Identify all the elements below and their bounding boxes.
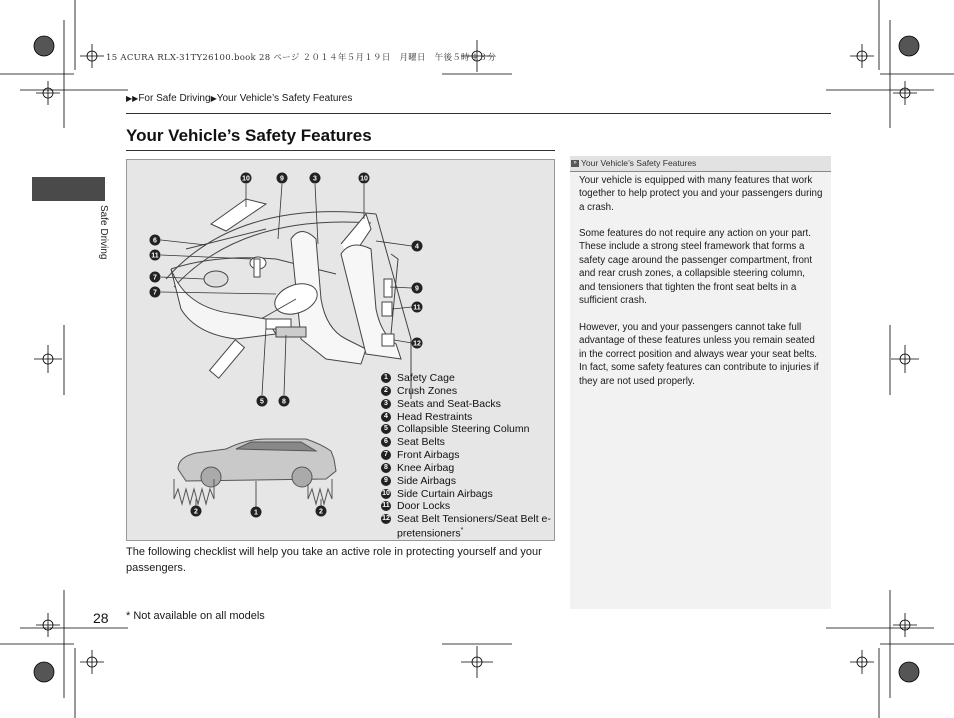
legend-label: Side Airbags — [397, 474, 456, 487]
side-note-heading-text: Your Vehicle’s Safety Features — [581, 158, 697, 168]
callout-label: 3 — [313, 175, 317, 183]
legend-number-icon: 8 — [381, 463, 391, 473]
side-note-paragraph: However, you and your passengers cannot take full advantage of these features unless you remain seated in the correct position and always wear your seat belts. In fact, some safety features can contribute to injuries if they are not used properly. — [579, 322, 819, 387]
legend-label: Knee Airbag — [397, 461, 455, 474]
callout-label: 4 — [415, 243, 419, 251]
legend-number-icon: 11 — [382, 502, 390, 510]
callout-label: 5 — [260, 398, 264, 406]
breadcrumb — [126, 93, 352, 104]
callout-label: 6 — [153, 237, 157, 245]
side-note-paragraph: Your vehicle is equipped with many features that work together to help protect you and your passengers during a crash. — [579, 175, 823, 213]
legend-number-icon: 2 — [381, 386, 391, 396]
legend-label: Seats and Seat-Backs — [397, 397, 501, 410]
legend-item — [381, 462, 551, 475]
callout-label: 2 — [319, 508, 323, 516]
legend-label: Door Locks — [397, 500, 451, 513]
legend-item — [381, 423, 551, 436]
legend-item — [381, 500, 551, 513]
legend-number-icon: 10 — [382, 489, 390, 497]
legend-number-icon: 1 — [381, 373, 391, 383]
legend-number-icon: 3 — [381, 399, 391, 409]
legend-number-icon: 4 — [381, 412, 391, 422]
breadcrumb-item-safe-driving[interactable]: For Safe Driving — [138, 93, 211, 104]
callout-label: 10 — [242, 175, 250, 183]
legend-item — [381, 513, 551, 539]
legend-item — [381, 436, 551, 449]
side-note-paragraph: Some features do not require any action on your part. These include a strong steel framework that forms a safety cage around the passenger compartment, front and rear crush zones, a collapsible steering column, and tensioners that tighten the front seat belts in a sufficient crash. — [579, 228, 813, 307]
callout-label: 2 — [194, 508, 198, 516]
legend-item — [381, 475, 551, 488]
title-rule — [126, 150, 555, 151]
legend-label: Head Restraints — [397, 410, 473, 423]
callout-label: 1 — [254, 509, 258, 517]
legend-label: Safety Cage — [397, 372, 455, 384]
legend-number-icon: 5 — [381, 424, 391, 434]
callout-label: 7 — [153, 274, 157, 282]
footnote: * Not available on all models — [126, 610, 265, 622]
side-note-heading — [570, 156, 831, 172]
legend-label: Seat Belt Tensioners/Seat Belt e-pretensioners — [397, 513, 551, 540]
legend-label: Side Curtain Airbags — [397, 487, 493, 500]
callout-label: 11 — [151, 252, 159, 260]
legend-number-icon: 6 — [381, 437, 391, 447]
legend-label: Seat Belts — [397, 436, 445, 449]
legend-label: Crush Zones — [397, 384, 458, 397]
legend-item — [381, 411, 551, 424]
double-chevron-icon: » — [571, 160, 579, 167]
callout-label: 10 — [360, 175, 368, 183]
legend-number-icon: 9 — [381, 476, 391, 486]
legend-label: Front Airbags — [397, 449, 460, 462]
legend-item — [381, 449, 551, 462]
legend-item — [381, 488, 551, 501]
breadcrumb-separator: ▶ — [210, 94, 217, 103]
callout-label: 8 — [282, 398, 286, 406]
page-title: Your Vehicle’s Safety Features — [126, 126, 372, 145]
legend-item — [381, 372, 551, 385]
side-tab[interactable] — [32, 177, 105, 201]
legend-item — [381, 398, 551, 411]
breadcrumb-item-safety-features[interactable]: Your Vehicle’s Safety Features — [216, 93, 353, 104]
callout-label: 7 — [153, 289, 157, 297]
header-rule — [126, 113, 831, 114]
breadcrumb-marker: ▶▶ — [126, 94, 139, 103]
legend-label: Collapsible Steering Column — [397, 423, 530, 436]
legend-number-icon: 7 — [381, 450, 391, 460]
callout-label: 11 — [413, 304, 421, 312]
page-number: 28 — [93, 610, 109, 626]
callout-label: 9 — [415, 285, 419, 293]
footnote-mark: * — [460, 527, 464, 535]
figure-legend — [381, 372, 551, 539]
checklist-intro: The following checklist will help you take an active role in protecting yourself and your passengers. — [126, 546, 542, 574]
legend-item — [381, 385, 551, 398]
print-header: 15 ACURA RLX-31TY26100.book 28 ページ ２０１４年５月１９日 月曜日 午後５時４３分 — [106, 53, 497, 63]
callout-label: 12 — [413, 340, 421, 348]
side-tab-label: Safe Driving — [98, 205, 109, 260]
legend-number-icon: 12 — [382, 515, 390, 523]
callout-label: 9 — [280, 175, 284, 183]
